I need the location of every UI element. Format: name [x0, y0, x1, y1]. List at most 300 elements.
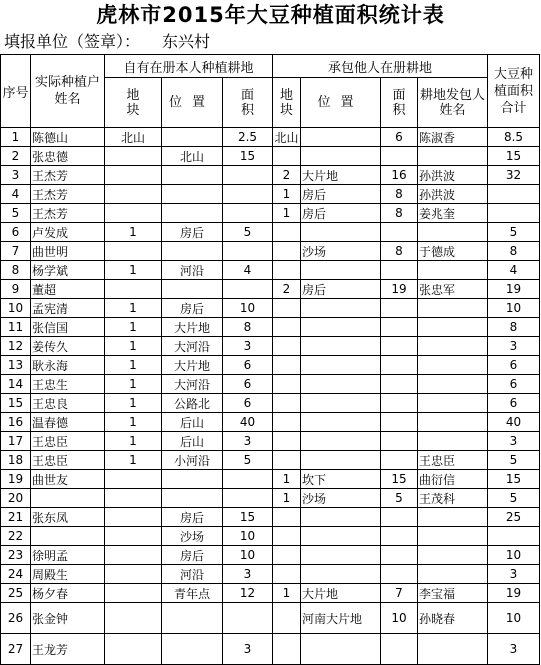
header-contract-area: 面积: [381, 78, 418, 128]
table-row: [1, 318, 540, 337]
cell-own-area: 3: [223, 337, 273, 356]
table-row: [1, 584, 540, 603]
cell-seq: 10: [1, 299, 31, 318]
cell-total: 19: [488, 280, 540, 299]
table-row: [1, 147, 540, 166]
cell-farmer-name: [31, 489, 105, 508]
cell-own-plot: 1: [105, 432, 162, 451]
cell-own-plot: 1: [105, 318, 162, 337]
cell-contract-area: [381, 508, 418, 527]
cell-own-location: 青年点: [162, 584, 223, 603]
cell-own-location: [162, 166, 223, 185]
header-contract-location: 位置: [301, 78, 381, 128]
cell-own-area: 4: [223, 261, 273, 280]
cell-own-plot: [105, 508, 162, 527]
cell-contract-area: [381, 527, 418, 546]
cell-farmer-name: 王忠良: [31, 394, 105, 413]
table-row: [1, 356, 540, 375]
cell-contract-area: 10: [381, 603, 418, 634]
cell-farmer-name: 张忠德: [31, 147, 105, 166]
cell-contract-area: [381, 337, 418, 356]
cell-own-area: 6: [223, 375, 273, 394]
table-row: [1, 546, 540, 565]
cell-contract-owner: [418, 223, 488, 242]
cell-own-area: 10: [223, 527, 273, 546]
cell-own-location: 房后: [162, 508, 223, 527]
cell-contract-plot: [273, 451, 301, 470]
cell-seq: 25: [1, 584, 31, 603]
cell-farmer-name: 徐明孟: [31, 546, 105, 565]
cell-contract-plot: 1: [273, 185, 301, 204]
cell-seq: 4: [1, 185, 31, 204]
table-row: [1, 603, 540, 634]
cell-total: 40: [488, 413, 540, 432]
cell-own-area: 40: [223, 413, 273, 432]
cell-contract-plot: [273, 413, 301, 432]
cell-contract-area: [381, 394, 418, 413]
cell-contract-owner: [418, 337, 488, 356]
cell-contract-owner: [418, 546, 488, 565]
cell-total: 6: [488, 394, 540, 413]
cell-seq: 2: [1, 147, 31, 166]
cell-own-plot: 1: [105, 413, 162, 432]
cell-contract-location: 房后: [301, 280, 381, 299]
cell-contract-owner: 李宝福: [418, 584, 488, 603]
cell-contract-area: 15: [381, 470, 418, 489]
cell-seq: 3: [1, 166, 31, 185]
cell-own-location: 后山: [162, 413, 223, 432]
cell-own-location: 房后: [162, 299, 223, 318]
cell-own-plot: [105, 489, 162, 508]
cell-contract-plot: [273, 527, 301, 546]
cell-contract-owner: [418, 356, 488, 375]
cell-farmer-name: 张东凤: [31, 508, 105, 527]
cell-contract-location: 大片地: [301, 166, 381, 185]
cell-own-plot: 1: [105, 337, 162, 356]
cell-own-plot: [105, 565, 162, 584]
cell-own-area: [223, 204, 273, 223]
cell-total: 5: [488, 451, 540, 470]
cell-contract-area: 16: [381, 166, 418, 185]
cell-contract-location: [301, 527, 381, 546]
cell-own-plot: 1: [105, 375, 162, 394]
cell-contract-owner: [418, 565, 488, 584]
cell-seq: 21: [1, 508, 31, 527]
cell-own-location: 河沿: [162, 261, 223, 280]
table-row: [1, 527, 540, 546]
cell-contract-owner: [418, 261, 488, 280]
table-row: [1, 413, 540, 432]
cell-contract-area: [381, 634, 418, 665]
cell-total: 3: [488, 432, 540, 451]
cell-contract-owner: 曲衍信: [418, 470, 488, 489]
cell-contract-plot: [273, 565, 301, 584]
cell-contract-area: [381, 451, 418, 470]
cell-contract-area: [381, 147, 418, 166]
table-row: [1, 508, 540, 527]
cell-seq: 9: [1, 280, 31, 299]
cell-contract-owner: 孙洪波: [418, 185, 488, 204]
cell-own-plot: [105, 603, 162, 634]
cell-contract-plot: [273, 223, 301, 242]
cell-contract-plot: [273, 147, 301, 166]
cell-contract-owner: [418, 508, 488, 527]
cell-total: 3: [488, 634, 540, 665]
table-row: [1, 375, 540, 394]
cell-contract-location: 大片地: [301, 584, 381, 603]
cell-contract-plot: 1: [273, 584, 301, 603]
cell-farmer-name: 孟宪清: [31, 299, 105, 318]
cell-total: 8.5: [488, 128, 540, 147]
cell-contract-location: [301, 565, 381, 584]
cell-farmer-name: 王杰芳: [31, 166, 105, 185]
cell-own-area: [223, 280, 273, 299]
cell-seq: 6: [1, 223, 31, 242]
cell-own-area: [223, 489, 273, 508]
cell-farmer-name: 王杰芳: [31, 185, 105, 204]
cell-own-area: 3: [223, 565, 273, 584]
cell-own-location: 北山: [162, 147, 223, 166]
table-row: [1, 470, 540, 489]
cell-own-plot: [105, 470, 162, 489]
cell-own-location: 大片地: [162, 318, 223, 337]
header-contract-plot: 地块: [273, 78, 301, 128]
cell-total: 3: [488, 337, 540, 356]
cell-contract-plot: [273, 375, 301, 394]
table-row: [1, 432, 540, 451]
table-row: [1, 565, 540, 584]
cell-total: 10: [488, 546, 540, 565]
cell-contract-owner: [418, 299, 488, 318]
cell-seq: 27: [1, 634, 31, 665]
cell-farmer-name: 周殿生: [31, 565, 105, 584]
cell-contract-owner: [418, 318, 488, 337]
table-row: [1, 634, 540, 665]
cell-farmer-name: 张金钟: [31, 603, 105, 634]
cell-own-area: 15: [223, 147, 273, 166]
cell-farmer-name: 杨学斌: [31, 261, 105, 280]
cell-seq: 24: [1, 565, 31, 584]
cell-contract-area: [381, 223, 418, 242]
cell-seq: 22: [1, 527, 31, 546]
cell-own-area: [223, 242, 273, 261]
reporting-unit-value: 东兴村: [162, 32, 211, 51]
cell-contract-owner: [418, 634, 488, 665]
cell-own-location: [162, 634, 223, 665]
cell-contract-area: [381, 375, 418, 394]
cell-farmer-name: 杨夕春: [31, 584, 105, 603]
cell-contract-area: [381, 261, 418, 280]
table-row: [1, 185, 540, 204]
cell-contract-plot: [273, 242, 301, 261]
cell-seq: 16: [1, 413, 31, 432]
header-own-plot: 地块: [105, 78, 162, 128]
cell-own-plot: [105, 204, 162, 223]
cell-contract-location: [301, 128, 381, 147]
cell-seq: 11: [1, 318, 31, 337]
cell-total: 4: [488, 261, 540, 280]
cell-contract-location: [301, 413, 381, 432]
cell-total: 19: [488, 584, 540, 603]
cell-seq: 26: [1, 603, 31, 634]
table-row: [1, 242, 540, 261]
table-row: [1, 394, 540, 413]
cell-contract-plot: [273, 356, 301, 375]
cell-contract-area: 19: [381, 280, 418, 299]
cell-seq: 1: [1, 128, 31, 147]
cell-contract-area: [381, 546, 418, 565]
cell-own-plot: [105, 166, 162, 185]
table-row: [1, 299, 540, 318]
cell-contract-owner: 张忠军: [418, 280, 488, 299]
cell-contract-owner: 王茂科: [418, 489, 488, 508]
cell-contract-plot: 1: [273, 489, 301, 508]
cell-own-location: 公路北: [162, 394, 223, 413]
cell-farmer-name: 王忠臣: [31, 451, 105, 470]
cell-farmer-name: 耿永海: [31, 356, 105, 375]
cell-contract-location: [301, 394, 381, 413]
cell-total: 10: [488, 603, 540, 634]
cell-own-area: 12: [223, 584, 273, 603]
cell-contract-owner: 于德成: [418, 242, 488, 261]
cell-contract-owner: 孙洪波: [418, 166, 488, 185]
cell-seq: 7: [1, 242, 31, 261]
cell-farmer-name: 王龙芳: [31, 634, 105, 665]
cell-own-area: 6: [223, 356, 273, 375]
cell-contract-owner: [418, 375, 488, 394]
table-row: [1, 489, 540, 508]
cell-contract-plot: 2: [273, 166, 301, 185]
cell-seq: 5: [1, 204, 31, 223]
cell-own-plot: [105, 280, 162, 299]
cell-contract-plot: [273, 508, 301, 527]
cell-own-plot: 1: [105, 356, 162, 375]
cell-total: 32: [488, 166, 540, 185]
cell-seq: 15: [1, 394, 31, 413]
cell-own-location: 大河沿: [162, 375, 223, 394]
cell-contract-location: [301, 318, 381, 337]
cell-contract-area: [381, 565, 418, 584]
table-row: [1, 223, 540, 242]
cell-total: [488, 527, 540, 546]
header-own-location: 位置: [162, 78, 223, 128]
cell-contract-area: 7: [381, 584, 418, 603]
cell-own-area: 8: [223, 318, 273, 337]
cell-contract-location: 房后: [301, 204, 381, 223]
cell-contract-plot: [273, 432, 301, 451]
cell-contract-area: 8: [381, 185, 418, 204]
cell-contract-location: [301, 432, 381, 451]
cell-farmer-name: 曲世友: [31, 470, 105, 489]
cell-contract-plot: [273, 261, 301, 280]
table-row: [1, 280, 540, 299]
cell-farmer-name: 张信国: [31, 318, 105, 337]
cell-own-area: 5: [223, 223, 273, 242]
table-row: [1, 337, 540, 356]
cell-contract-owner: [418, 527, 488, 546]
header-seq: 序号: [1, 55, 31, 128]
page-title: 虎林市2015年大豆种植面积统计表: [96, 3, 445, 27]
cell-contract-owner: 姜兆奎: [418, 204, 488, 223]
cell-contract-area: [381, 356, 418, 375]
cell-own-plot: [105, 185, 162, 204]
cell-contract-owner: [418, 394, 488, 413]
cell-contract-location: [301, 299, 381, 318]
cell-contract-plot: 1: [273, 204, 301, 223]
cell-contract-owner: [418, 147, 488, 166]
cell-total: 6: [488, 356, 540, 375]
cell-contract-plot: [273, 394, 301, 413]
cell-contract-plot: 1: [273, 470, 301, 489]
cell-own-plot: 1: [105, 223, 162, 242]
cell-total: 8: [488, 242, 540, 261]
cell-own-location: [162, 280, 223, 299]
cell-contract-plot: 2: [273, 280, 301, 299]
cell-own-location: 小河沿: [162, 451, 223, 470]
cell-seq: 18: [1, 451, 31, 470]
cell-own-plot: 1: [105, 394, 162, 413]
cell-contract-location: [301, 147, 381, 166]
cell-contract-location: [301, 223, 381, 242]
cell-own-plot: [105, 546, 162, 565]
header-contract-group: 承包他人在册耕地: [273, 55, 488, 78]
cell-contract-owner: 孙晓春: [418, 603, 488, 634]
cell-total: 15: [488, 147, 540, 166]
cell-contract-plot: [273, 634, 301, 665]
table-row: [1, 261, 540, 280]
cell-total: [488, 204, 540, 223]
cell-farmer-name: 姜传久: [31, 337, 105, 356]
cell-own-area: 10: [223, 299, 273, 318]
header-contract-owner: 耕地发包人姓名: [418, 78, 488, 128]
cell-contract-area: [381, 299, 418, 318]
cell-total: 5: [488, 489, 540, 508]
cell-contract-area: 8: [381, 242, 418, 261]
cell-contract-location: 房后: [301, 185, 381, 204]
cell-own-location: [162, 603, 223, 634]
cell-own-area: 10: [223, 546, 273, 565]
reporting-unit: [4, 31, 210, 53]
cell-contract-plot: [273, 603, 301, 634]
cell-farmer-name: 王忠臣: [31, 432, 105, 451]
cell-contract-location: 沙场: [301, 489, 381, 508]
cell-own-location: 大河沿: [162, 337, 223, 356]
cell-contract-location: [301, 451, 381, 470]
cell-total: 10: [488, 299, 540, 318]
cell-contract-plot: [273, 299, 301, 318]
cell-own-plot: [105, 527, 162, 546]
cell-own-plot: [105, 147, 162, 166]
cell-own-plot: 北山: [105, 128, 162, 147]
cell-contract-area: 5: [381, 489, 418, 508]
cell-seq: 8: [1, 261, 31, 280]
table-row: [1, 451, 540, 470]
cell-seq: 13: [1, 356, 31, 375]
cell-total: 6: [488, 375, 540, 394]
cell-farmer-name: 董超: [31, 280, 105, 299]
cell-contract-area: 8: [381, 204, 418, 223]
cell-total: 15: [488, 470, 540, 489]
cell-contract-location: 沙场: [301, 242, 381, 261]
cell-own-location: [162, 242, 223, 261]
cell-seq: 14: [1, 375, 31, 394]
cell-own-location: 河沿: [162, 565, 223, 584]
cell-farmer-name: 陈德山: [31, 128, 105, 147]
cell-contract-owner: [418, 432, 488, 451]
cell-contract-location: [301, 508, 381, 527]
cell-seq: 23: [1, 546, 31, 565]
cell-own-area: [223, 166, 273, 185]
cell-contract-area: [381, 318, 418, 337]
table-row: [1, 128, 540, 147]
cell-total: 8: [488, 318, 540, 337]
cell-own-location: [162, 185, 223, 204]
header-name: 实际种植户姓名: [31, 55, 105, 128]
cell-own-location: [162, 489, 223, 508]
cell-own-location: 房后: [162, 546, 223, 565]
cell-contract-owner: [418, 413, 488, 432]
cell-own-plot: 1: [105, 261, 162, 280]
cell-total: 5: [488, 223, 540, 242]
cell-own-area: 5: [223, 451, 273, 470]
cell-farmer-name: 王忠生: [31, 375, 105, 394]
cell-contract-location: [301, 546, 381, 565]
cell-own-area: [223, 470, 273, 489]
cell-seq: 20: [1, 489, 31, 508]
cell-own-area: 3: [223, 634, 273, 665]
cell-total: [488, 185, 540, 204]
cell-own-area: [223, 603, 273, 634]
table-row: [1, 204, 540, 223]
cell-own-area: [223, 185, 273, 204]
cell-own-location: [162, 204, 223, 223]
cell-own-location: 沙场: [162, 527, 223, 546]
cell-contract-location: [301, 261, 381, 280]
cell-own-area: 15: [223, 508, 273, 527]
table-row: [1, 166, 540, 185]
cell-contract-location: [301, 634, 381, 665]
header-own-group: 自有在册本人种植耕地: [105, 55, 273, 78]
cell-total: 3: [488, 565, 540, 584]
cell-contract-plot: [273, 546, 301, 565]
cell-seq: 19: [1, 470, 31, 489]
cell-own-plot: [105, 584, 162, 603]
cell-own-area: 2.5: [223, 128, 273, 147]
cell-own-plot: [105, 242, 162, 261]
cell-own-plot: 1: [105, 299, 162, 318]
soybean-area-table: [0, 54, 540, 665]
cell-own-location: [162, 470, 223, 489]
cell-farmer-name: 曲世明: [31, 242, 105, 261]
cell-contract-location: 河南大片地: [301, 603, 381, 634]
header-total: 大豆种植面积合计: [488, 55, 540, 128]
cell-farmer-name: 温春德: [31, 413, 105, 432]
cell-contract-location: [301, 375, 381, 394]
cell-contract-location: 坎下: [301, 470, 381, 489]
header-own-area: 面积: [223, 78, 273, 128]
cell-own-location: 房后: [162, 223, 223, 242]
cell-contract-owner: 陈淑香: [418, 128, 488, 147]
reporting-unit-label: 填报单位（签章）：: [4, 32, 141, 51]
cell-own-location: [162, 128, 223, 147]
cell-contract-area: 6: [381, 128, 418, 147]
cell-seq: 12: [1, 337, 31, 356]
cell-own-location: 大片地: [162, 356, 223, 375]
cell-contract-location: [301, 337, 381, 356]
cell-own-area: 6: [223, 394, 273, 413]
cell-own-plot: 1: [105, 451, 162, 470]
cell-contract-plot: 北山: [273, 128, 301, 147]
